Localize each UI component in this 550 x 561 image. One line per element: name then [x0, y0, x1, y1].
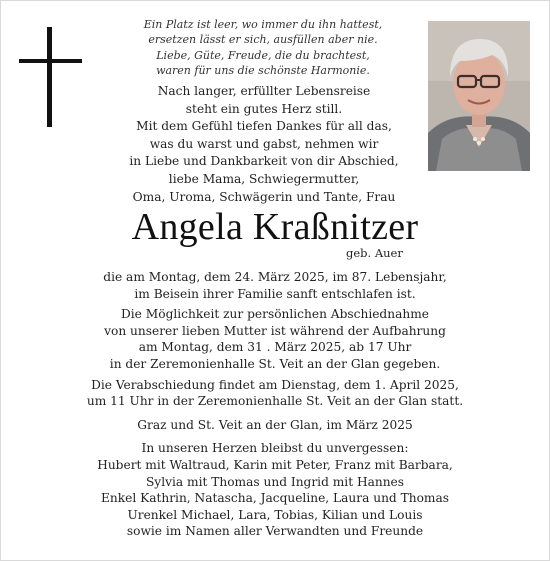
deceased-name: Angela Kraßnitzer [131, 206, 419, 248]
memorial-poem [113, 17, 413, 79]
death-announcement [41, 269, 509, 302]
mourners-list [41, 457, 509, 540]
intro-line: Nach langer, erfüllter Lebensreise [157, 84, 371, 98]
viewing-info [41, 306, 509, 372]
mourner-line: Sylvia mit Thomas und Ingrid mit Hannes [145, 474, 405, 489]
notice-body [41, 269, 509, 540]
viewing-line: am Montag, dem 31 . März 2025, ab 17 Uhr [138, 340, 412, 355]
maiden-name: geb. Auer [346, 246, 403, 260]
portrait-photo [428, 21, 530, 171]
poem-line: Liebe, Güte, Freude, die du brachtest, [156, 48, 370, 62]
intro-line: liebe Mama, Schwiegermutter, [168, 171, 360, 186]
farewell-line: Die Verabschiedung findet am Dienstag, dem 1. April 2025, [91, 377, 459, 392]
mourner-line: Hubert mit Waltraud, Karin mit Peter, Franz mit Barbara, [97, 457, 453, 472]
farewell-info [41, 377, 509, 410]
viewing-line: Die Möglichkeit zur persönlichen Abschiednahme [121, 307, 429, 322]
intro-line: steht ein gutes Herz still. [185, 101, 343, 116]
intro-text [89, 83, 439, 206]
place-date: Graz und St. Veit an der Glan, im März 2025 [137, 417, 413, 432]
cross-icon [19, 27, 85, 127]
mourners-intro: In unseren Herzen bleibst du unvergessen: [141, 441, 409, 456]
viewing-line: in der Zeremonienhalle St. Veit an der Glan gegeben. [109, 356, 441, 371]
portrait-image [428, 21, 530, 171]
mourner-line: Enkel Kathrin, Natascha, Jacqueline, Laura und Thomas [101, 491, 449, 506]
poem-line: Ein Platz ist leer, wo immer du ihn hattest, [143, 18, 383, 31]
viewing-line: von unserer lieben Mutter ist während der Aufbahrung [104, 323, 446, 338]
mourner-line: Urenkel Michael, Lara, Tobias, Kilian und Louis [127, 507, 423, 522]
intro-line: was du warst und gabst, nehmen wir [149, 136, 379, 151]
death-line: im Beisein ihrer Familie sanft entschlafen ist. [134, 286, 416, 301]
intro-line: in Liebe und Dankbarkeit von dir Abschied, [129, 154, 399, 169]
mourner-line: sowie im Namen aller Verwandten und Freunde [126, 524, 424, 539]
death-line: die am Montag, dem 24. März 2025, im 87. Lebensjahr, [103, 270, 447, 284]
farewell-line: um 11 Uhr in der Zeremonienhalle St. Veit an der Glan statt. [86, 394, 464, 409]
intro-line: Oma, Uroma, Schwägerin und Tante, Frau [132, 189, 396, 204]
poem-line: ersetzen lässt er sich, ausfüllen aber nie. [148, 33, 378, 47]
intro-line: Mit dem Gefühl tiefen Dankes für all das, [136, 119, 392, 134]
poem-line: waren für uns die schönste Harmonie. [156, 64, 370, 78]
